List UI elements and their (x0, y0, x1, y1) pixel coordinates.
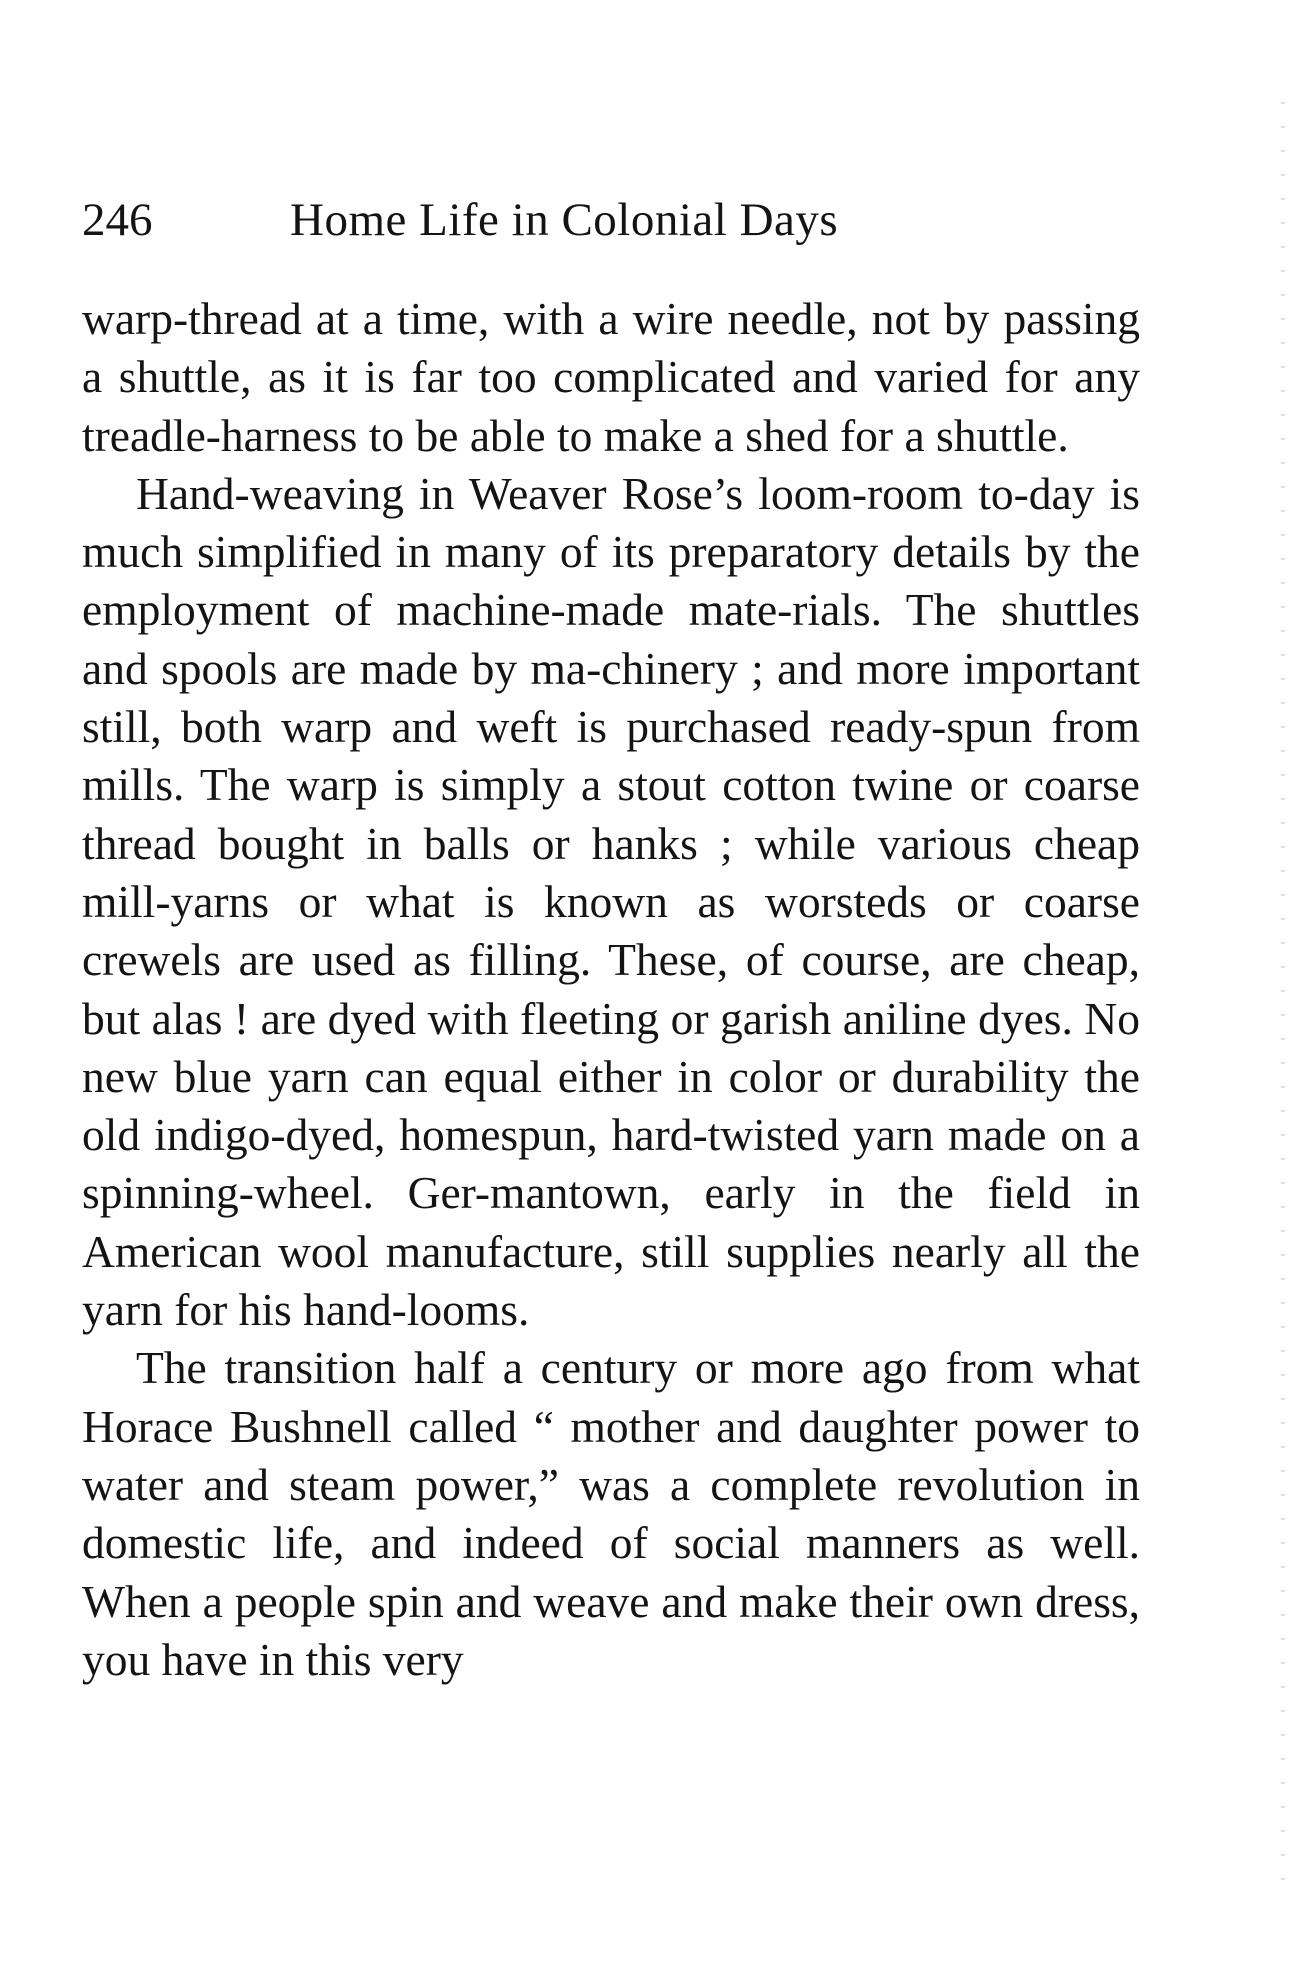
running-title: Home Life in Colonial Days (290, 194, 839, 246)
body-text (82, 290, 1140, 1689)
paragraph-transition: The transition half a century or more ago from what Horace Bushnell called “ mother and daughter power to water and steam power,” was a complete revolution in domestic life, and indeed of social manners as well. When a people spin and weave and make their own dress, you have in this very (82, 1342, 1140, 1685)
page-number: 246 (82, 194, 153, 246)
page-edge-speckle (1281, 80, 1285, 1900)
page-header (82, 190, 1142, 250)
paragraph-continued: warp-thread at a time, with a wire needle, not by passing a shuttle, as it is far too complicated and varied for any treadle-harness to be able to make a shed for a shuttle. (82, 293, 1140, 461)
paragraph-hand-weaving: Hand-weaving in Weaver Rose’s loom-room to-day is much simplified in many of its preparatory details by the employment of machine-made mate-rials. The shuttles and spools are made by ma-chinery ; and more important still, both warp and weft is purchased ready-spun from mills. The warp is simply a stout cotton twine or coarse thread bought in balls or hanks ; while various cheap mill-yarns or what is known as worsteds or coarse crewels are used as filling. These, of course, are cheap, but alas ! are dyed with fleeting or garish aniline dyes. No new blue yarn can equal either in color or durability the old indigo-dyed, homespun, hard-twisted yarn made on a spinning-wheel. Ger-mantown, early in the field in American wool manufacture, still supplies nearly all the yarn for his hand-looms. (82, 467, 1140, 1336)
